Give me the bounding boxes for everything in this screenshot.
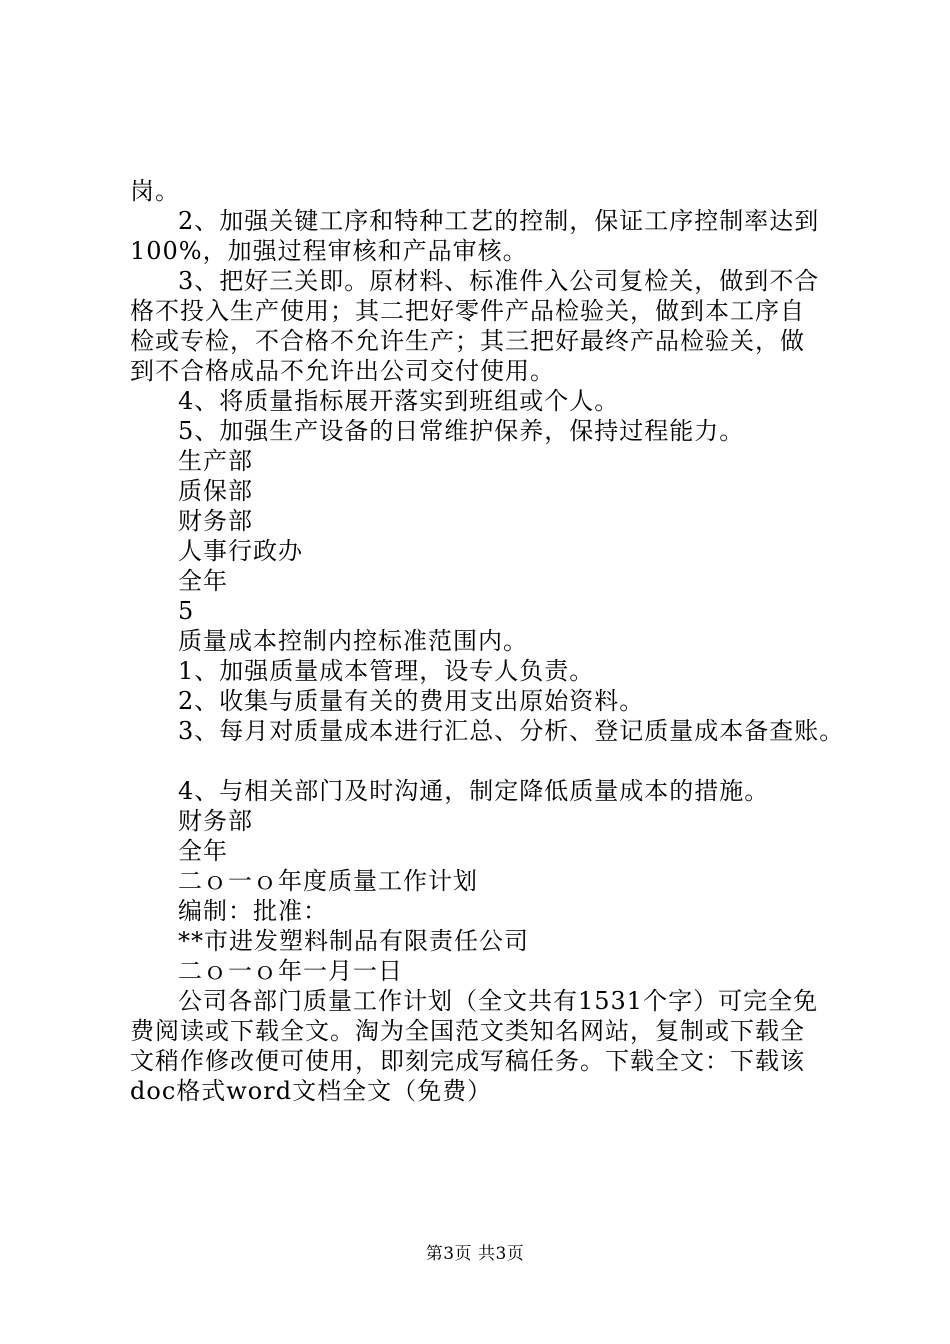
text-line: 格不投入生产使用；其二把好零件产品检验关，做到本工序自	[130, 297, 805, 325]
blank-line	[130, 746, 850, 776]
text-line: 到不合格成品不允许出公司交付使用。	[130, 357, 555, 385]
text-line: 质量成本控制内控标准范围内。	[178, 627, 528, 655]
text-line: 二ｏ一ｏ年一月一日	[178, 957, 403, 985]
text-line: 3、每月对质量成本进行汇总、分析、登记质量成本备查账。	[178, 717, 845, 745]
text-line: 二ｏ一ｏ年度质量工作计划	[178, 867, 478, 895]
text-line: doc格式word文档全文（免费）	[130, 1077, 493, 1105]
page-footer: 第3页 共3页	[425, 1244, 525, 1264]
text-line: 费阅读或下载全文。淘为全国范文类知名网站，复制或下载全	[130, 1017, 805, 1045]
text-line: 3、把好三关即。原材料、标准件入公司复检关，做到不合	[178, 267, 820, 295]
text-line: 100%，加强过程审核和产品审核。	[130, 237, 528, 265]
text-line: 生产部	[178, 447, 253, 475]
document-body	[130, 176, 850, 1106]
text-line: 编制：批准：	[178, 897, 328, 925]
text-line: 检或专检，不合格不允许生产；其三把好最终产品检验关，做	[130, 327, 805, 355]
text-line: **市进发塑料制品有限责任公司	[178, 927, 529, 955]
text-line: 财务部	[178, 507, 253, 535]
text-line: 财务部	[178, 807, 253, 835]
text-line: 4、与相关部门及时沟通，制定降低质量成本的措施。	[178, 777, 770, 805]
text-line: 岗。	[130, 177, 180, 205]
text-line: 1、加强质量成本管理，设专人负责。	[178, 657, 595, 685]
text-line: 公司各部门质量工作计划（全文共有1531个字）可完全免	[178, 987, 819, 1015]
text-line: 5、加强生产设备的日常维护保养，保持过程能力。	[178, 417, 745, 445]
text-line: 人事行政办	[178, 537, 303, 565]
text-line: 质保部	[178, 477, 253, 505]
text-line: 2、收集与质量有关的费用支出原始资料。	[178, 687, 645, 715]
text-line: 2、加强关键工序和特种工艺的控制，保证工序控制率达到	[178, 207, 820, 235]
text-line: 全年	[178, 567, 228, 595]
text-line: 文稍作修改便可使用，即刻完成写稿任务。下载全文：下载该	[130, 1047, 805, 1075]
text-line: 5	[178, 597, 195, 625]
text-line: 4、将质量指标展开落实到班组或个人。	[178, 387, 620, 415]
text-line: 全年	[178, 837, 228, 865]
